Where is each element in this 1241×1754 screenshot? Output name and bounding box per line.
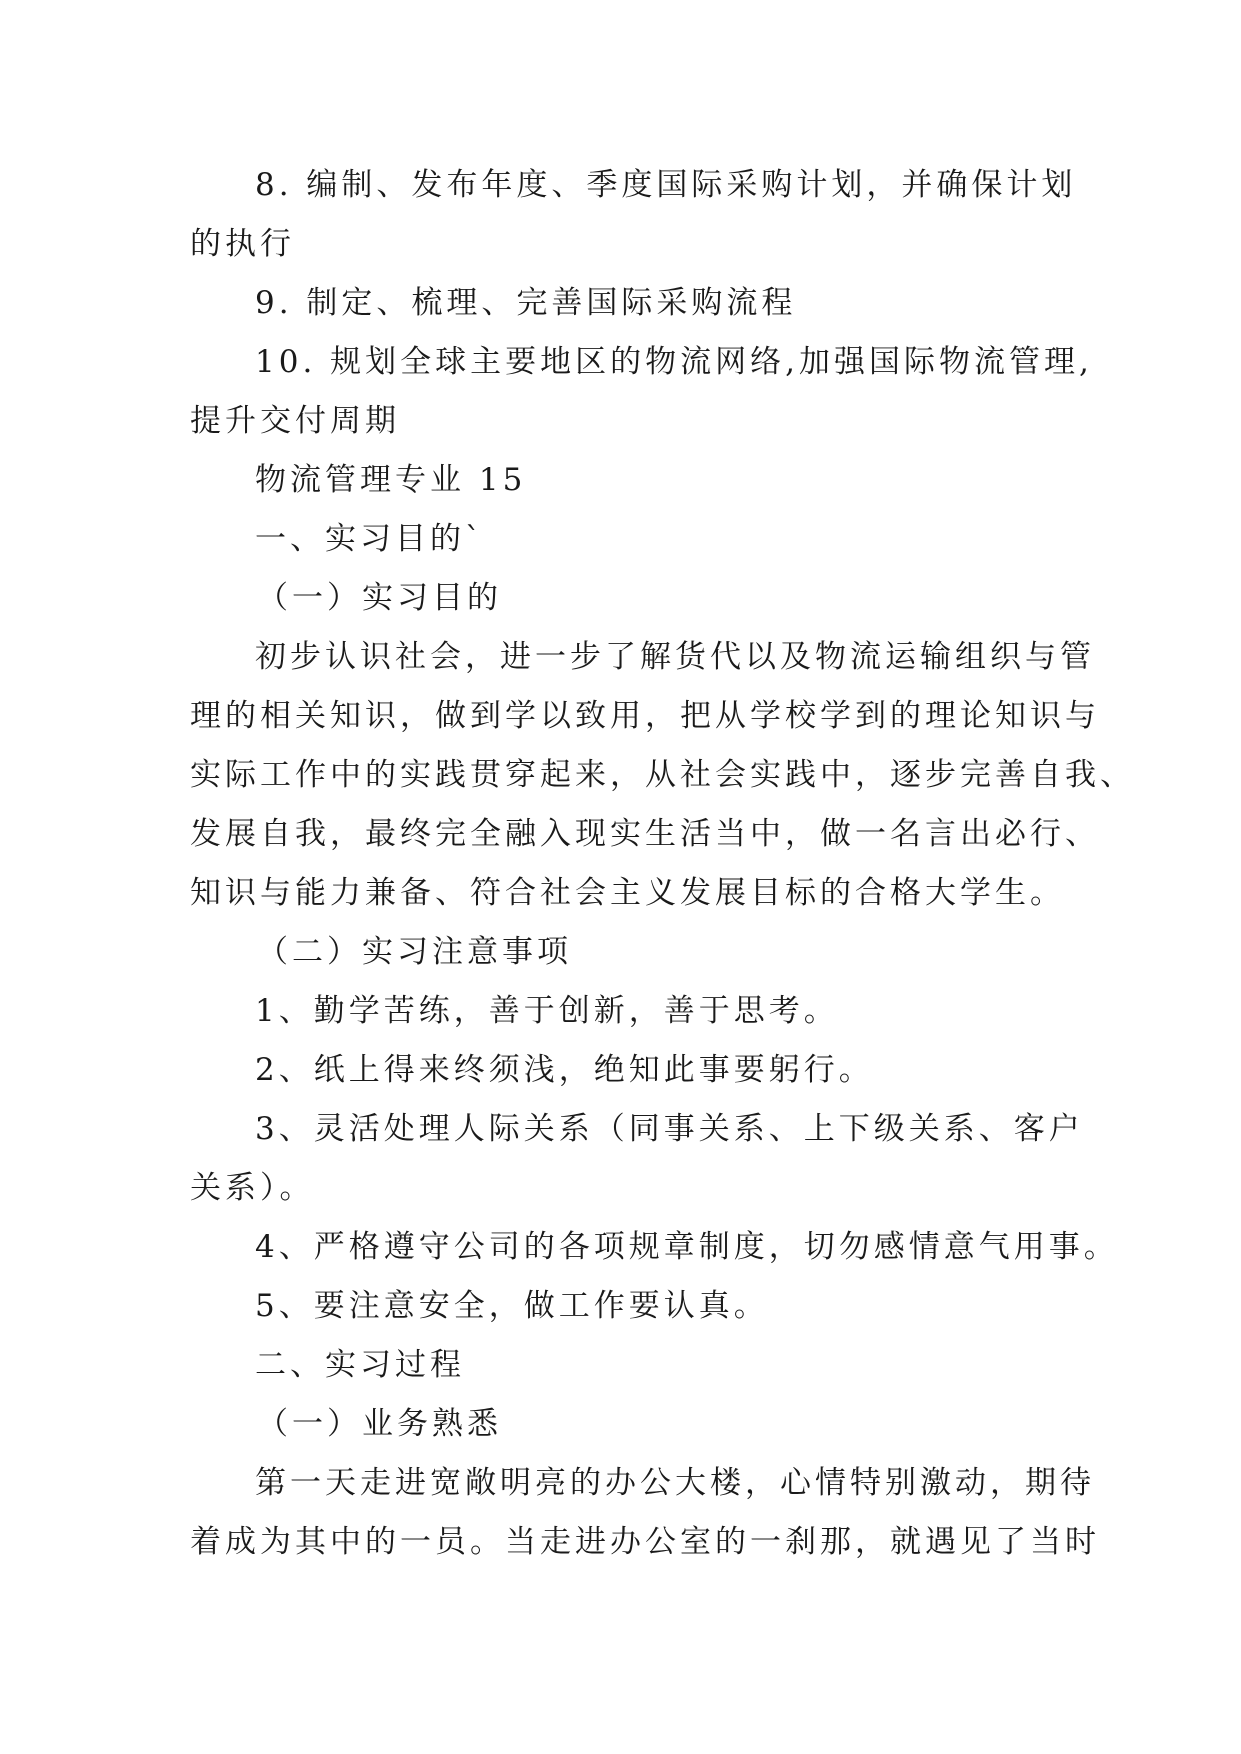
section-heading: 物流管理专业 15 <box>255 462 527 498</box>
list-item: 3、灵活处理人际关系（同事关系、上下级关系、客户 <box>255 1111 1084 1147</box>
list-item: 4、严格遵守公司的各项规章制度，切勿感情意气用事。 <box>255 1229 1119 1265</box>
paragraph-line: 知识与能力兼备、符合社会主义发展目标的合格大学生。 <box>190 875 1065 911</box>
paragraph-line: 第一天走进宽敞明亮的办公大楼，心情特别激动，期待 <box>255 1465 1095 1501</box>
paragraph-line: 初步认识社会，进一步了解货代以及物流运输组织与管 <box>255 639 1095 675</box>
list-item: 2、纸上得来终须浅，绝知此事要躬行。 <box>255 1052 874 1088</box>
subsection-heading: （二）实习注意事项 <box>257 934 572 970</box>
subsection-heading: （一）业务熟悉 <box>257 1406 502 1442</box>
paragraph-line: 的执行 <box>190 226 295 262</box>
paragraph-line: 发展自我，最终完全融入现实生活当中，做一名言出必行、 <box>190 816 1100 852</box>
paragraph-line: 8. 编制、发布年度、季度国际采购计划，并确保计划 <box>255 167 1077 203</box>
subsection-heading: （一）实习目的 <box>257 580 502 616</box>
paragraph-line: 10. 规划全球主要地区的物流网络,加强国际物流管理, <box>255 344 1093 380</box>
paragraph-line: 理的相关知识，做到学以致用，把从学校学到的理论知识与 <box>190 698 1100 734</box>
paragraph-line: 着成为其中的一员。当走进办公室的一刹那，就遇见了当时 <box>190 1524 1100 1560</box>
section-heading: 二、实习过程 <box>255 1347 465 1383</box>
paragraph-line: 提升交付周期 <box>190 403 400 439</box>
list-item-continuation: 关系）。 <box>190 1170 315 1206</box>
section-heading: 一、实习目的` <box>255 521 485 557</box>
list-item: 1、勤学苦练，善于创新，善于思考。 <box>255 993 839 1029</box>
paragraph-line: 实际工作中的实践贯穿起来，从社会实践中，逐步完善自我、 <box>190 757 1135 793</box>
list-item: 5、要注意安全，做工作要认真。 <box>255 1288 769 1324</box>
paragraph-line: 9. 制定、梳理、完善国际采购流程 <box>255 285 797 321</box>
